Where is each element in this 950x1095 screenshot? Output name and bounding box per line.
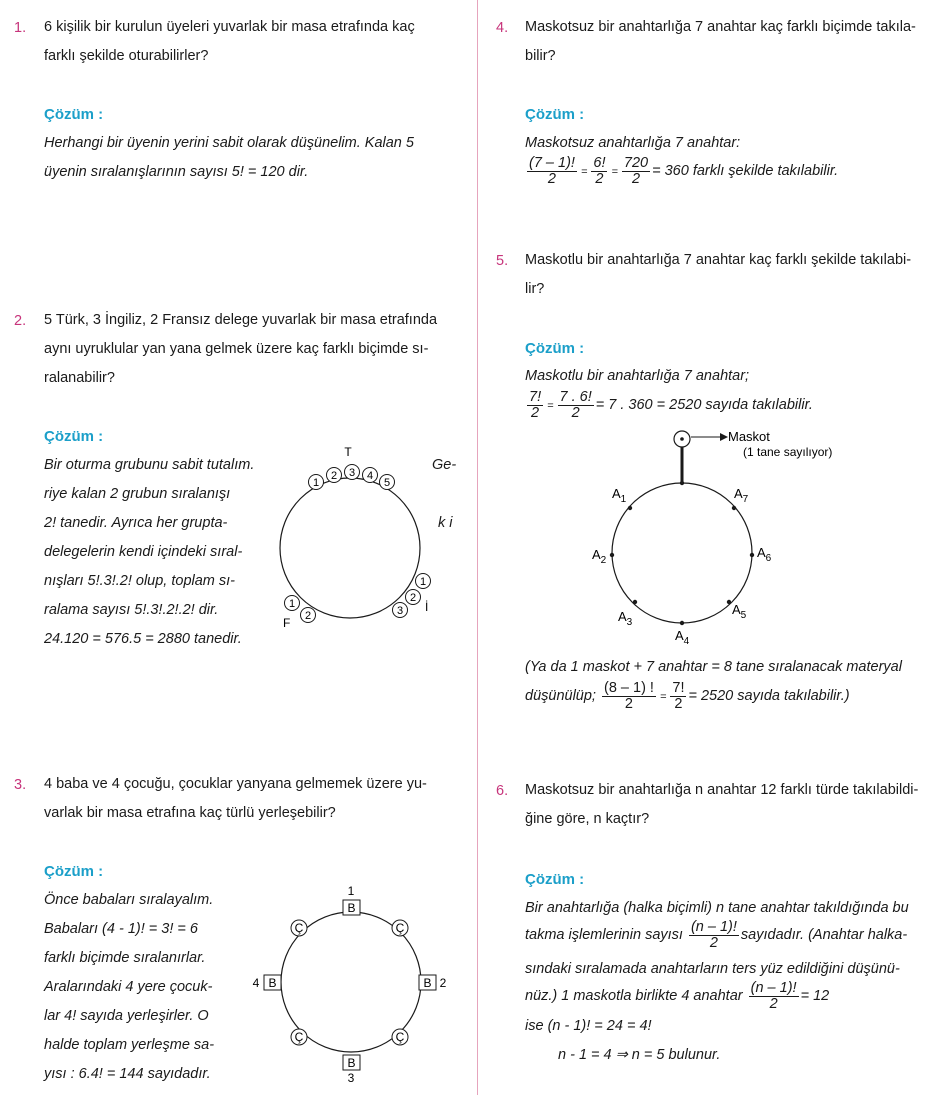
- seat-number: 2: [439, 976, 447, 990]
- formula-line: takma işlemlerinin sayısı $\frac{(n - 1)!}{2}$ sayıdadır. (Anahtar halka-: [525, 919, 908, 951]
- seat-number: 3: [347, 1071, 355, 1085]
- text-line: Önce babaları sıralayalım.: [44, 892, 214, 908]
- key-label: $A_3$: [618, 609, 633, 628]
- formula-line: $\frac{(7 - 1)!}{2}$ = $\frac{6!}{2}$ = $\frac{720}{2}$ = 360 farklı şekilde takılabilir.: [529, 155, 839, 187]
- maskot-label: Maskot: [728, 429, 770, 444]
- solution-heading: Çözüm :: [525, 340, 585, 357]
- text-line: lir?: [525, 281, 545, 297]
- side-text: k i: [438, 515, 453, 531]
- text-line: farklı şekilde oturabilirler?: [44, 48, 209, 64]
- solution-text: [44, 129, 414, 187]
- solution-text: [44, 886, 214, 1089]
- text-line: farklı biçimde sıralanırlar.: [44, 950, 206, 966]
- formula-line: $\frac{7!}{2}$ = $\frac{7 . 6!}{2}$ = 7 . 360 = 2520 sayıda takılabilir.: [529, 389, 813, 421]
- key-label: $A_1$: [612, 486, 627, 505]
- text-line: nışları 5!.3!.2! olup, toplam sı-: [44, 573, 236, 589]
- text-line: 6 kişilik bir kurulun üyeleri yuvarlak bir masa etrafında kaç: [44, 19, 415, 35]
- seat-number: 3: [396, 605, 404, 617]
- text-line: 24.120 = 576.5 = 2880 tanedir.: [44, 631, 242, 647]
- father-label: B: [423, 976, 432, 990]
- alternative-note: (Ya da 1 maskot + 7 anahtar = 8 tane sıralanacak materyal: [525, 659, 902, 675]
- solution-text: n - 1 = 4 ⇒ n = 5 bulunur.: [558, 1047, 721, 1063]
- question-text: [44, 13, 415, 71]
- formula-line: nüz.) 1 maskotla birlikte 4 anahtar $\frac{(n - 1)!}{2}$ = 12: [525, 980, 830, 1012]
- fathers-children-figure: [240, 880, 465, 1090]
- text-line: Maskotlu bir anahtarlığa 7 anahtar kaç farklı şekilde takılabi-: [525, 252, 912, 268]
- seat-number: 1: [419, 576, 427, 588]
- key-dot: [610, 553, 614, 557]
- seat-number: 4: [366, 470, 374, 482]
- text-line: Babaları (4 - 1)! = 3! = 6: [44, 921, 198, 937]
- seat-number: 2: [304, 610, 312, 622]
- fraction: $\frac{(8 - 1) !}{2}$: [603, 680, 654, 712]
- text-line: ralanabilir?: [44, 370, 115, 386]
- text-line: Herhangi bir üyenin yerini sabit olarak düşünelim. Kalan 5: [44, 135, 414, 151]
- key-dot: [727, 600, 731, 604]
- fraction: $\frac{(7 - 1)!}{2}$: [529, 155, 575, 187]
- solution-text: Bir anahtarlığa (halka biçimli) n tane anahtar takıldığında bu: [525, 900, 909, 916]
- question-number: 4.: [496, 20, 509, 36]
- solution-text: ise (n - 1)! = 24 = 4!: [525, 1018, 652, 1034]
- seat-number: 1: [347, 884, 355, 898]
- question-text: [525, 776, 918, 834]
- text-line: ralama sayısı 5!.3!.2!.2! dir.: [44, 602, 219, 618]
- fraction: $\frac{7!}{2}$: [672, 680, 685, 712]
- column-divider: [477, 0, 478, 1095]
- key-label: $A_5$: [732, 602, 747, 621]
- text-line: Bir oturma grubunu sabit tutalım.: [44, 457, 255, 473]
- solution-text: Maskotsuz anahtarlığa 7 anahtar:: [525, 135, 741, 151]
- side-text: Ge-: [432, 457, 457, 473]
- seat-number: 2: [409, 592, 417, 604]
- seat-number: 5: [383, 477, 391, 489]
- solution-heading: Çözüm :: [44, 106, 104, 123]
- question-number: 5.: [496, 253, 509, 269]
- child-label: Ç: [395, 921, 405, 935]
- text-line: delegelerin kendi içindeki sıral-: [44, 544, 243, 560]
- seat-number: 2: [330, 470, 338, 482]
- solution-heading: Çözüm :: [44, 863, 104, 880]
- key-dot: [732, 506, 736, 510]
- text-line: Maskotsuz bir anahtarlığa 7 anahtar kaç farklı biçimde takıla-: [525, 19, 916, 35]
- question-text: [44, 306, 437, 393]
- fraction: $\frac{7!}{2}$: [529, 389, 542, 421]
- key-dot: [633, 600, 637, 604]
- seat-number: 4: [252, 976, 260, 990]
- solution-text: sındaki sıralamada anahtarların ters yüz edildiğini düşünü-: [525, 961, 900, 977]
- key-dot: [680, 481, 684, 485]
- question-number: 3.: [14, 777, 27, 793]
- text-line: yısı : 6.4! = 144 sayıdadır.: [44, 1066, 211, 1082]
- text-line: üyenin sıralanışlarının sayısı 5! = 120 dir.: [44, 164, 309, 180]
- label-ingiliz: İ: [425, 600, 429, 614]
- label-fransiz: F: [283, 616, 291, 630]
- text-line: ğine göre, n kaçtır?: [525, 811, 650, 827]
- key-label: $A_6$: [757, 545, 772, 564]
- question-text: [525, 246, 911, 304]
- question-text: [44, 770, 427, 828]
- seat-number: 3: [348, 467, 356, 479]
- formula-line: düşünülüp; $\frac{(8 - 1) !}{2}$ = $\frac{7!}{2}$ = 2520 sayıda takılabilir.): [525, 680, 850, 712]
- text-line: halde toplam yerleşme sa-: [44, 1037, 215, 1053]
- question-text: [525, 13, 916, 71]
- key-dot: [750, 553, 754, 557]
- key-label: $A_7$: [734, 486, 749, 505]
- fraction: $\frac{6!}{2}$: [593, 155, 606, 187]
- text-line: 2! tanedir. Ayrıca her grupta-: [44, 515, 228, 531]
- father-label: B: [268, 976, 277, 990]
- child-label: Ç: [395, 1030, 405, 1044]
- solution-heading: Çözüm :: [44, 428, 104, 445]
- fraction: $\frac{(n - 1)!}{2}$: [750, 980, 797, 1012]
- keyring-figure: [580, 425, 860, 650]
- father-label: B: [347, 1056, 356, 1070]
- table-circle: [280, 478, 420, 618]
- child-label: Ç: [294, 1030, 304, 1044]
- question-number: 1.: [14, 20, 27, 36]
- key-label: $A_4$: [675, 628, 690, 647]
- maskot-dot: [680, 437, 684, 441]
- child-label: Ç: [294, 921, 304, 935]
- key-dot: [680, 621, 684, 625]
- key-label: $A_2$: [592, 547, 607, 566]
- text-line: lar 4! sayıda yerleşirler. O: [44, 1008, 209, 1024]
- maskot-note: (1 tane sayılıyor): [743, 445, 833, 459]
- text-line: Aralarındaki 4 yere çocuk-: [44, 979, 213, 995]
- text-line: 5 Türk, 3 İngiliz, 2 Fransız delege yuvarlak bir masa etrafında: [44, 312, 438, 328]
- round-table-figure: [270, 440, 440, 660]
- solution-heading: Çözüm :: [525, 871, 585, 888]
- solution-heading: Çözüm :: [525, 106, 585, 123]
- key-dot: [628, 506, 632, 510]
- text-line: bilir?: [525, 48, 556, 64]
- fraction: $\frac{7 . 6!}{2}$: [559, 389, 592, 421]
- label-turk: T: [344, 445, 352, 459]
- fraction: $\frac{720}{2}$: [623, 155, 649, 187]
- text-line: riye kalan 2 grubun sıralanışı: [44, 486, 231, 502]
- text-line: varlak bir masa etrafına kaç türlü yerleşebilir?: [44, 805, 336, 821]
- seat-number: 1: [312, 477, 320, 489]
- text-line: aynı uyruklular yan yana gelmek üzere kaç farklı biçimde sı-: [44, 341, 429, 357]
- fraction: $\frac{(n - 1)!}{2}$: [690, 919, 737, 951]
- solution-text: [44, 451, 254, 654]
- text-line: Maskotsuz bir anahtarlığa n anahtar 12 farklı türde takılabildi-: [525, 782, 919, 798]
- father-label: B: [347, 901, 356, 915]
- question-number: 2.: [14, 313, 27, 329]
- seat-number: 1: [288, 598, 296, 610]
- question-number: 6.: [496, 783, 509, 799]
- text-line: 4 baba ve 4 çocuğu, çocuklar yanyana gelmemek üzere yu-: [44, 776, 427, 792]
- arrow-head-icon: [720, 433, 728, 441]
- solution-text: Maskotlu bir anahtarlığa 7 anahtar;: [525, 368, 750, 384]
